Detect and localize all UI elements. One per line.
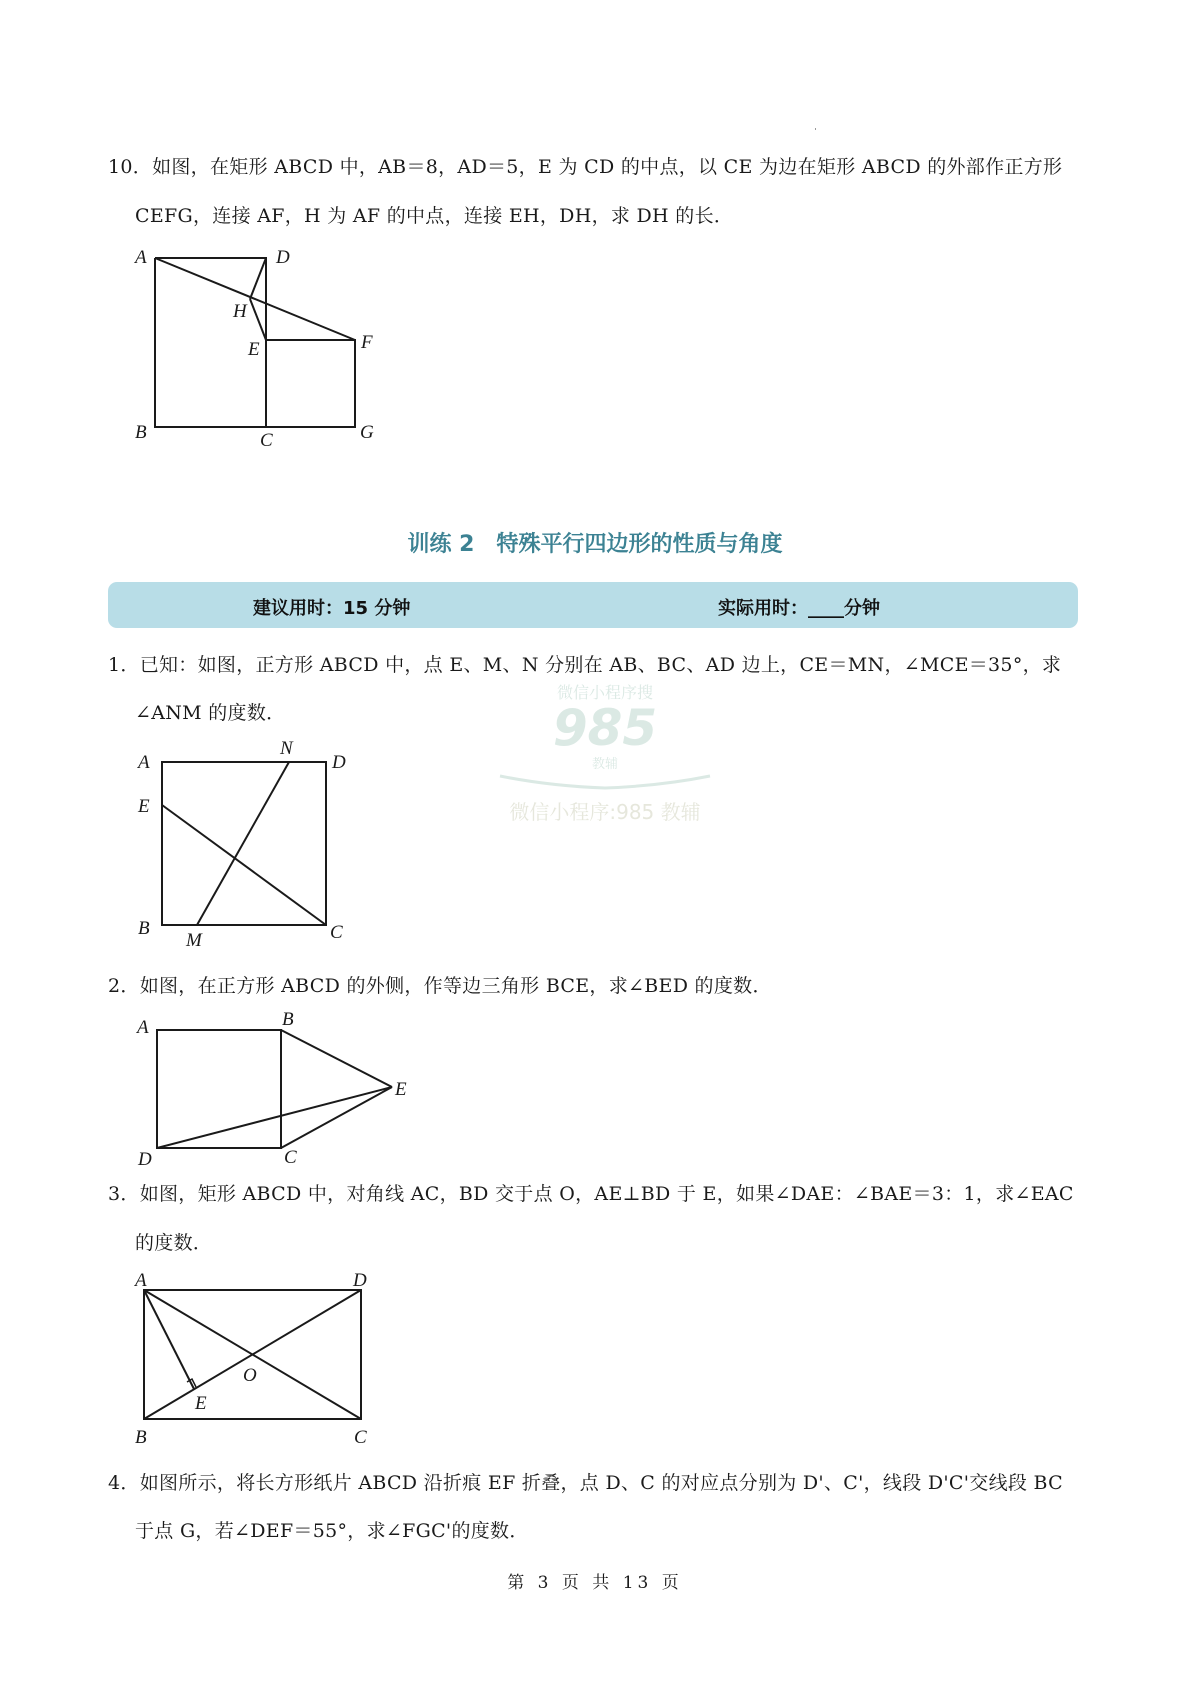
label-A: A: [137, 1017, 149, 1038]
label-E: E: [195, 1393, 207, 1414]
q10-text-line1: 10．如图，在矩形 ABCD 中，AB＝8，AD＝5，E 为 CD 的中点，以 CE 为边在矩形 ABCD 的外部作正方形: [108, 156, 1063, 178]
watermark-line1: 微信小程序搜: [556, 683, 653, 702]
q10-figure: [130, 245, 390, 455]
label-O: O: [243, 1365, 257, 1386]
q2-figure: [130, 1003, 420, 1173]
label-D: D: [276, 247, 290, 268]
q3-text-line2: 的度数．: [135, 1232, 213, 1254]
label-D: D: [138, 1149, 152, 1170]
label-E: E: [138, 796, 150, 817]
page-number: 第 3 页 共 13 页: [507, 1573, 683, 1593]
label-B: B: [138, 918, 150, 939]
q4-text-line1: 4．如图所示，将长方形纸片 ABCD 沿折痕 EF 折叠，点 D、C 的对应点分别为 D'、C'，线段 D'C'交线段 BC: [108, 1472, 1063, 1494]
watermark-sub: 教辅: [591, 757, 618, 772]
q10-text-line2: CEFG，连接 AF，H 为 AF 的中点，连接 EH，DH，求 DH 的长．: [135, 205, 734, 227]
q1-text-line2: ∠ANM 的度数．: [135, 702, 286, 724]
label-A: A: [138, 752, 150, 773]
watermark: [490, 680, 720, 825]
time-banner: [108, 582, 1078, 628]
label-B: B: [135, 1427, 147, 1448]
q1-text-line1: 1．已知：如图，正方形 ABCD 中，点 E、M、N 分别在 AB、BC、AD 边上，CE＝MN，∠MCE＝35°，求: [108, 654, 1062, 676]
watermark-line2: 微信小程序:985 教辅: [509, 800, 701, 824]
section-title: 训练 2 特殊平行四边形的性质与角度: [407, 532, 783, 557]
book-icon: [490, 772, 720, 792]
label-C: C: [260, 430, 273, 451]
label-M: M: [186, 930, 202, 951]
label-B: B: [282, 1009, 294, 1030]
label-C: C: [354, 1427, 367, 1448]
label-F: F: [361, 332, 373, 353]
stray-mark: [815, 128, 816, 130]
label-A: A: [135, 1270, 147, 1291]
q2-text-line1: 2．如图，在正方形 ABCD 的外侧，作等边三角形 BCE，求∠BED 的度数．: [108, 975, 772, 997]
watermark-number: 985: [552, 699, 658, 757]
label-D: D: [332, 752, 346, 773]
label-G: G: [360, 422, 374, 443]
q4-text-line2: 于点 G，若∠DEF＝55°，求∠FGC'的度数．: [135, 1520, 529, 1542]
label-C: C: [330, 922, 343, 943]
label-E: E: [248, 339, 260, 360]
q3-text-line1: 3．如图，矩形 ABCD 中，对角线 AC，BD 交于点 O，AE⊥BD 于 E，如果∠DAE：∠BAE＝3：1，求∠EAC: [108, 1183, 1074, 1205]
label-H: H: [233, 301, 247, 322]
label-B: B: [135, 422, 147, 443]
label-A: A: [135, 247, 147, 268]
label-E: E: [395, 1079, 407, 1100]
q1-figure: [130, 738, 360, 958]
label-D: D: [353, 1270, 367, 1291]
q3-figure: [125, 1268, 385, 1453]
label-N: N: [280, 738, 293, 759]
actual-time: 实际用时：____分钟: [718, 598, 880, 619]
suggested-time: 建议用时：15 分钟: [253, 598, 411, 619]
label-C: C: [284, 1147, 297, 1168]
